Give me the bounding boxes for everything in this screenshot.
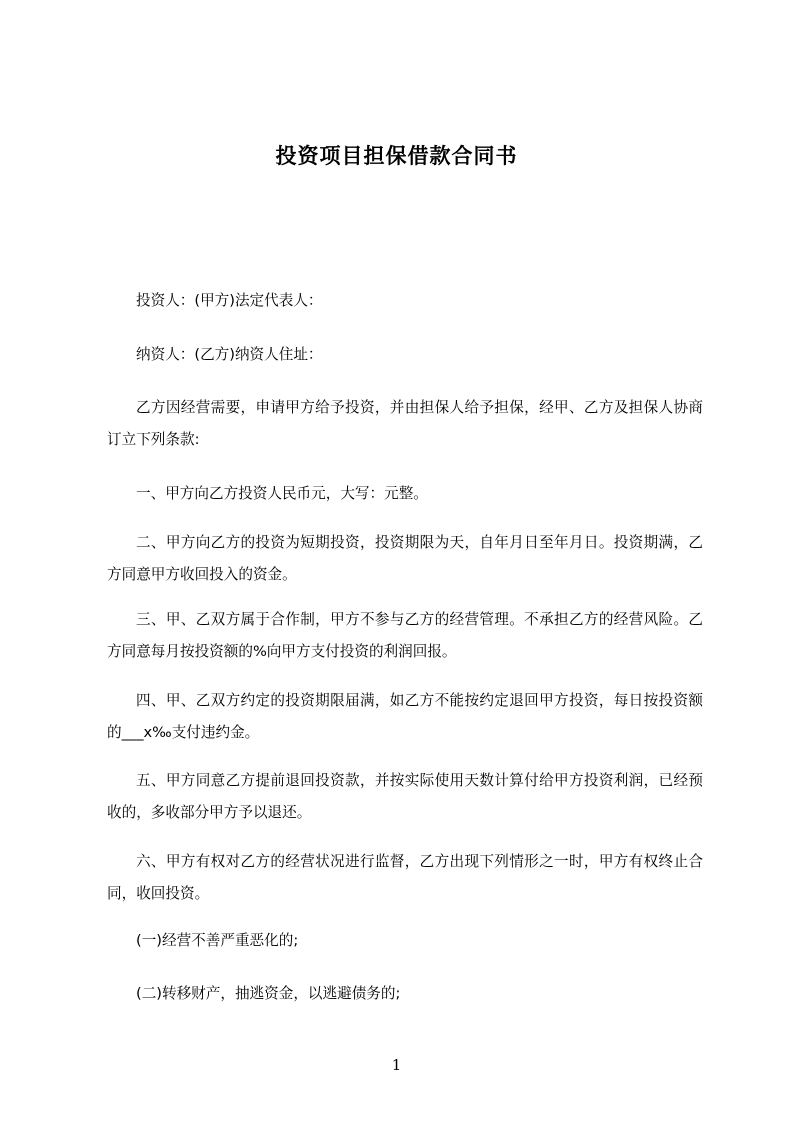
clause-1: 一、甲方向乙方投资人民币元，大写：元整。 xyxy=(136,485,428,502)
preamble-paragraph: 乙方因经营需要，申请甲方给予投资，并由担保人给予担保，经甲、乙方及担保人协商订立下列条款: xyxy=(107,399,703,448)
clause-3: 三、甲、乙双方属于合作制，甲方不参与乙方的经营管理。不承担乙方的经营风险。乙方同意每月按投资额的%向甲方支付投资的利润回报。 xyxy=(107,611,703,660)
page-number: 1 xyxy=(391,1056,402,1074)
clause-6-item-1: (一)经营不善严重恶化的; xyxy=(136,932,299,949)
clause-5: 五、甲方同意乙方提前退回投资款，并按实际使用天数计算付给甲方投资利润，已经预收的，多收部分甲方予以退还。 xyxy=(107,772,703,821)
clause-2: 二、甲方向乙方的投资为短期投资，投资期限为天，自年月日至年月日。投资期满，乙方同意甲方收回投入的资金。 xyxy=(107,534,703,583)
clause-6: 六、甲方有权对乙方的经营状况进行监督，乙方出现下列情形之一时，甲方有权终止合同，收回投资。 xyxy=(107,853,703,902)
party-b-line: 纳资人：(乙方)纳资人住址： xyxy=(136,346,323,363)
clause-4: 四、甲、乙双方约定的投资期限届满，如乙方不能按约定退回甲方投资，每日按投资额的___x‰支付违约金。 xyxy=(107,692,703,741)
party-a-line: 投资人：(甲方)法定代表人： xyxy=(136,292,323,309)
clause-6-item-2: (二)转移财产，抽逃资金，以逃避债务的; xyxy=(136,985,401,1002)
document-title: 投资项目担保借款合同书 xyxy=(275,144,518,168)
